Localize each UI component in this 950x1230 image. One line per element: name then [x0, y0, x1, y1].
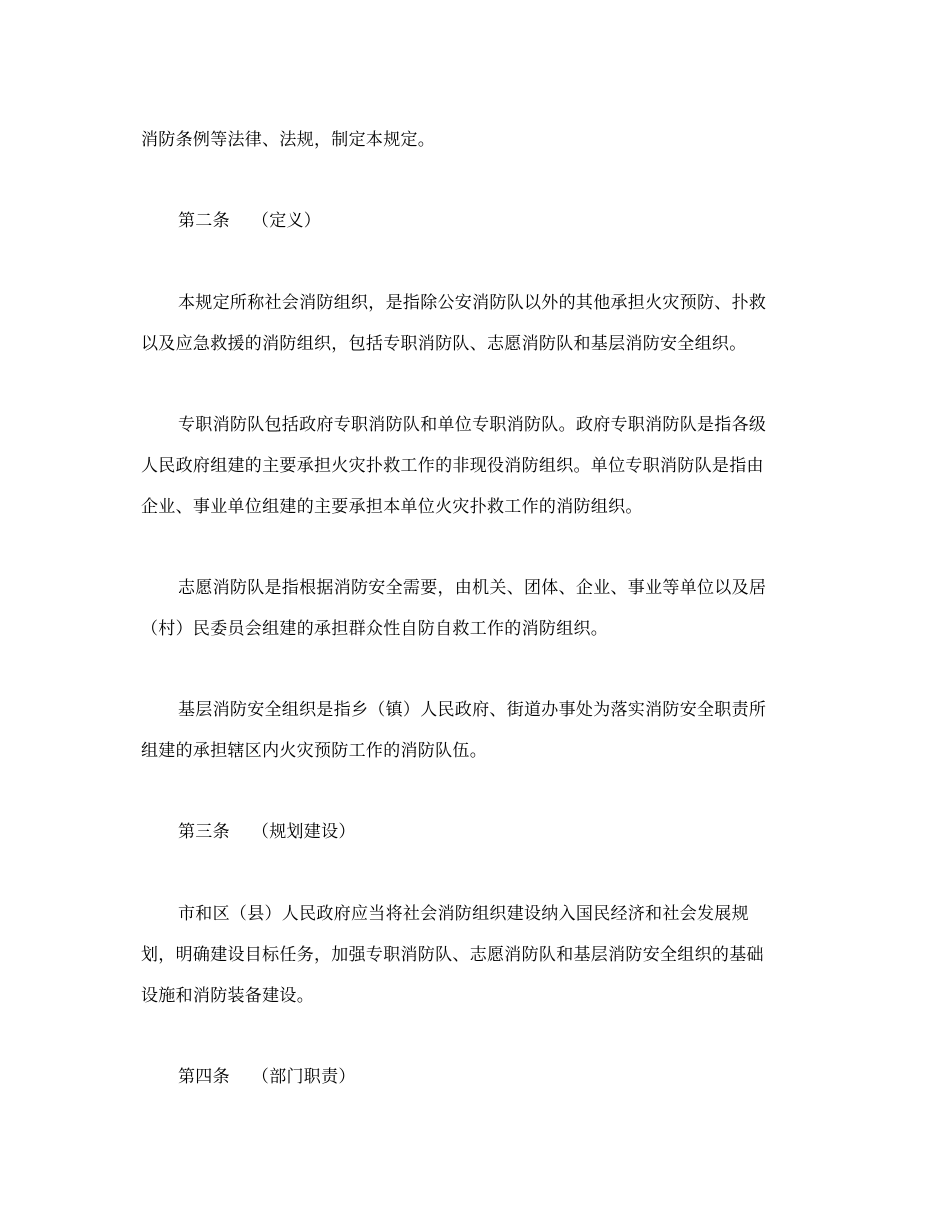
paragraph-def-2-line-1: 专职消防队包括政府专职消防队和单位专职消防队。政府专职消防队是指各级	[178, 415, 767, 435]
article-4-number: 第四条	[178, 1067, 230, 1087]
paragraph-plan-line-2: 划，明确建设目标任务，加强专职消防队、志愿消防队和基层消防安全组织的基础	[141, 945, 764, 965]
paragraph-def-4-line-2: 组建的承担辖区内火灾预防工作的消防队伍。	[141, 741, 487, 761]
article-2-title: （定义）	[251, 211, 322, 231]
article-2-number: 第二条	[178, 211, 230, 231]
paragraph-def-3-line-1: 志愿消防队是指根据消防安全需要，由机关、团体、企业、事业等单位以及居	[178, 578, 767, 598]
article-3-title: （规划建设）	[251, 822, 356, 842]
article-2-heading	[178, 210, 321, 232]
article-4-title: （部门职责）	[251, 1067, 356, 1087]
paragraph-def-1-line-2: 以及应急救援的消防组织，包括专职消防队、志愿消防队和基层消防安全组织。	[141, 334, 747, 354]
paragraph-plan-line-1: 市和区（县）人民政府应当将社会消防组织建设纳入国民经济和社会发展规	[178, 904, 749, 924]
paragraph-def-2-line-2: 人民政府组建的主要承担火灾扑救工作的非现役消防组织。单位专职消防队是指由	[141, 456, 764, 476]
paragraph-plan-line-3: 设施和消防装备建设。	[141, 986, 314, 1006]
article-3-heading	[178, 821, 356, 843]
paragraph-def-1-line-1: 本规定所称社会消防组织，是指除公安消防队以外的其他承担火灾预防、扑救	[178, 293, 767, 313]
article-4-heading	[178, 1066, 356, 1088]
paragraph-def-4-line-1: 基层消防安全组织是指乡（镇）人民政府、街道办事处为落实消防安全职责所	[178, 700, 767, 720]
paragraph-def-2-line-3: 企业、事业单位组建的主要承担本单位火灾扑救工作的消防组织。	[141, 497, 643, 517]
article-3-number: 第三条	[178, 822, 230, 842]
paragraph-def-3-line-2: （村）民委员会组建的承担群众性自防自救工作的消防组织。	[141, 619, 609, 639]
paragraph-intro-line-1: 消防条例等法律、法规，制定本规定。	[141, 130, 436, 150]
